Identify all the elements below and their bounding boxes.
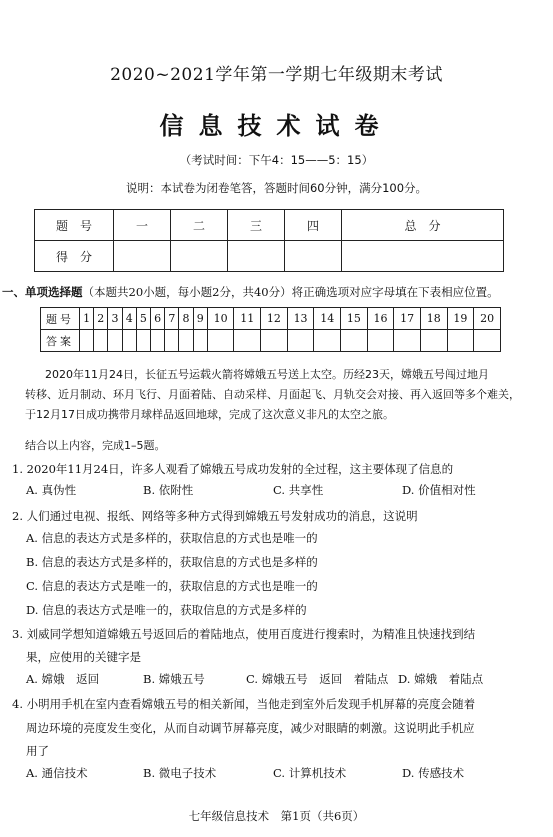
answer-blank-cell[interactable] [287, 330, 314, 352]
answer-table [40, 307, 501, 352]
option-d[interactable]: D. 价值相对性 [402, 483, 476, 497]
answer-blank-cell[interactable] [179, 330, 193, 352]
score-cell: 一 [114, 210, 171, 241]
answer-number-cell: 14 [314, 308, 341, 330]
passage-instruction: 结合以上内容，完成1–5题。 [25, 439, 166, 452]
option-d[interactable]: D. 传感技术 [402, 766, 465, 780]
answer-number-cell: 1 [80, 308, 94, 330]
option-c[interactable]: C. 共享性 [273, 483, 324, 497]
option-a[interactable]: A. 真伪性 [26, 483, 77, 497]
answer-blank-cell[interactable] [122, 330, 136, 352]
option-b[interactable]: B. 依附性 [143, 483, 194, 497]
question-1-options [26, 482, 546, 502]
page-footer: 七年级信息技术 第1页（共6页） [188, 809, 365, 823]
answer-number-cell: 8 [179, 308, 193, 330]
option-b[interactable]: B. 微电子技术 [143, 766, 217, 780]
question-4-stem: 4. 小明用手机在室内查看嫦娥五号的相关新闻，当他走到室外后发现手机屏幕的亮度会随着 [12, 697, 476, 711]
answer-number-cell: 13 [287, 308, 314, 330]
answer-number-cell: 11 [234, 308, 261, 330]
answer-number-cell: 10 [207, 308, 234, 330]
answer-number-cell: 4 [122, 308, 136, 330]
answer-blank-cell[interactable] [165, 330, 179, 352]
score-table [34, 209, 504, 272]
score-table-header-row [35, 210, 504, 241]
passage-line: 转移、近月制动、环月飞行、月面着陆、自动采样、月面起飞、月轨交会对接、再入返回等多个难关， [25, 388, 520, 401]
option-a[interactable]: A. 嫦娥 返回 [26, 672, 100, 686]
option-b[interactable]: B. 嫦娥五号 [143, 672, 205, 686]
answer-blank-cell[interactable] [193, 330, 207, 352]
option-a[interactable]: A. 信息的表达方式是多样的，获取信息的方式也是唯一的 [26, 531, 318, 545]
answer-blank-cell[interactable] [367, 330, 394, 352]
answer-blank-cell[interactable] [108, 330, 122, 352]
section-heading-bold: 一、单项选择题 [2, 285, 83, 299]
score-blank[interactable] [341, 241, 503, 272]
score-cell: 二 [170, 210, 227, 241]
answer-number-cell: 18 [420, 308, 447, 330]
subject-title: 信息技术试卷 [159, 112, 394, 140]
answer-blank-cell[interactable] [420, 330, 447, 352]
answer-blank-cell[interactable] [207, 330, 234, 352]
score-cell: 总 分 [341, 210, 503, 241]
question-3-stem: 3. 刘威同学想知道嫦娥五号返回后的着陆地点，使用百度进行搜索时，为精准且快速找到结 [12, 627, 476, 641]
answer-blank-cell[interactable] [151, 330, 165, 352]
score-cell: 题 号 [35, 210, 114, 241]
answer-blank-cell[interactable] [474, 330, 501, 352]
score-table-score-row [35, 241, 504, 272]
answer-blank-cell[interactable] [261, 330, 288, 352]
answer-number-cell: 12 [261, 308, 288, 330]
option-d[interactable]: D. 信息的表达方式是唯一的，获取信息的方式是多样的 [26, 603, 307, 617]
score-blank[interactable] [284, 241, 341, 272]
answer-blank-cell[interactable] [314, 330, 341, 352]
score-cell: 四 [284, 210, 341, 241]
passage-line: 于12月17日成功携带月球样品返回地球，完成了这次意义非凡的太空之旅。 [25, 408, 394, 421]
question-1-stem: 1. 2020年11月24日，许多人观看了嫦娥五号成功发射的全过程，这主要体现了信息的 [12, 462, 454, 476]
answer-blank-cell[interactable] [234, 330, 261, 352]
answer-number-cell: 15 [341, 308, 368, 330]
option-c[interactable]: C. 信息的表达方式是唯一的，获取信息的方式也是唯一的 [26, 579, 318, 593]
question-2-stem: 2. 人们通过电视、报纸、网络等多种方式得到嫦娥五号发射成功的消息，这说明 [12, 509, 418, 523]
answer-blank-cell[interactable] [447, 330, 474, 352]
question-3-options [26, 671, 546, 691]
exam-time: （考试时间：下午4：15——5：15） [179, 153, 374, 167]
question-4-options [26, 765, 546, 785]
answer-blank-cell[interactable] [136, 330, 150, 352]
score-blank[interactable] [114, 241, 171, 272]
option-c[interactable]: C. 嫦娥五号 返回 着陆点 [246, 672, 389, 686]
exam-note: 说明：本试卷为闭卷笔答，答题时间60分钟，满分100分。 [125, 181, 428, 195]
answer-number-cell: 7 [165, 308, 179, 330]
answer-blank-cell[interactable] [94, 330, 108, 352]
section-heading [2, 284, 552, 300]
answer-number-row [41, 308, 501, 330]
answer-number-cell: 20 [474, 308, 501, 330]
question-3-stem-cont: 果，应使用的关键字是 [26, 650, 141, 664]
answer-number-cell: 9 [193, 308, 207, 330]
answer-blank-cell[interactable] [394, 330, 421, 352]
answer-number-cell: 6 [151, 308, 165, 330]
option-d[interactable]: D. 嫦娥 着陆点 [398, 672, 484, 686]
school-title: 2020~2021学年第一学期七年级期末考试 [110, 65, 443, 85]
option-a[interactable]: A. 通信技术 [26, 766, 88, 780]
answer-number-cell: 17 [394, 308, 421, 330]
option-c[interactable]: C. 计算机技术 [273, 766, 347, 780]
answer-row-label: 题号 [41, 308, 80, 330]
score-cell: 三 [227, 210, 284, 241]
score-blank[interactable] [170, 241, 227, 272]
section-heading-rest: （本题共20小题，每小题2分，共40分）将正确选项对应字母填在下表相应位置。 [82, 285, 499, 299]
answer-blank-cell[interactable] [80, 330, 94, 352]
passage-line: 2020年11月24日，长征五号运载火箭将嫦娥五号送上太空。历经23天，嫦娥五号闯过地月 [45, 368, 489, 381]
score-row-label: 得 分 [35, 241, 114, 272]
answer-number-cell: 16 [367, 308, 394, 330]
answer-label: 答案 [41, 330, 80, 352]
passage [25, 365, 530, 425]
answer-number-cell: 19 [447, 308, 474, 330]
answer-blank-row [41, 330, 501, 352]
answer-number-cell: 5 [136, 308, 150, 330]
answer-blank-cell[interactable] [341, 330, 368, 352]
score-blank[interactable] [227, 241, 284, 272]
question-4-stem-cont: 周边环境的亮度发生变化，从而自动调节屏幕亮度，减少对眼睛的刺激。这说明此手机应 [26, 721, 475, 735]
option-b[interactable]: B. 信息的表达方式是多样的，获取信息的方式也是多样的 [26, 555, 318, 569]
answer-number-cell: 2 [94, 308, 108, 330]
answer-number-cell: 3 [108, 308, 122, 330]
question-4-stem-cont2: 用了 [26, 744, 49, 758]
